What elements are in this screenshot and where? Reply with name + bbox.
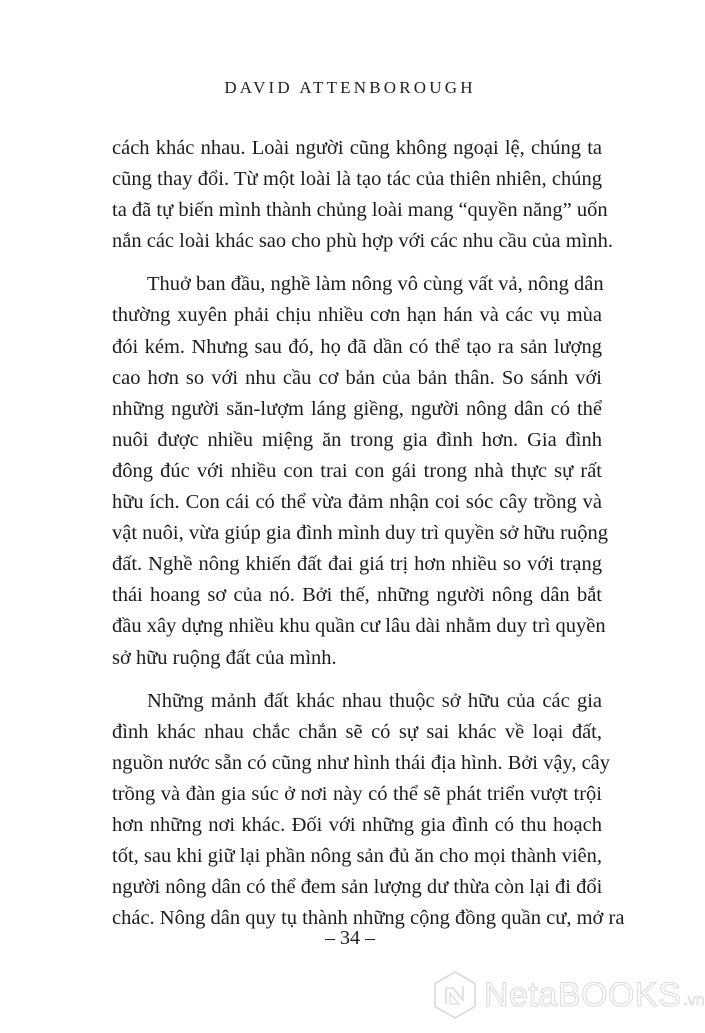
watermark-suffix: .vn [683,992,705,1009]
text-line: những người săn-lượm láng giềng, người nông dân có thể [112,397,602,420]
text-line: Thuở ban đầu, nghề làm nông vô cùng vất vả, nông dân [147,273,604,296]
text-line: nắn các loài khác sao cho phù hợp với các nhu cầu của mình. [112,230,613,253]
text-line: đông đúc với nhiều con trai con gái trong nhà thực sự rất [112,459,602,482]
body-text [112,133,625,946]
text-line: đất. Nghề nông khiến đất đai giá trị hơn nhiều so với trạng [112,553,602,576]
text-line: trồng và đàn gia súc ở nơi này có thể sẽ phát triển vượt trội [112,782,602,805]
netabooks-hexagon-logo-icon [432,970,478,1020]
running-head: DAVID ATTENBOROUGH [224,78,476,97]
text-line: thái hoang sơ của nó. Bởi thế, những người nông dân bắt [112,584,602,607]
page-number: – 34 – [325,927,375,949]
text-line: đầu xây dựng nhiều khu quần cư lâu dài nhằm duy trì quyền [112,615,606,638]
text-line: tốt, sau khi giữ lại phần nông sản đủ ăn cho mọi thành viên, [112,845,602,868]
paragraph-1 [112,133,613,257]
text-line: đói kém. Nhưng sau đó, họ đã dần có thể tạo ra sản lượng [112,335,602,358]
text-line: người nông dân có thể đem sản lượng dư thừa còn lại đi đổi [112,876,603,899]
paragraph-2 [112,269,608,673]
watermark-brand: NetaBOOKS [484,975,682,1014]
text-line: Những mảnh đất khác nhau thuộc sở hữu của các gia [147,689,602,712]
text-line: nguồn nước sẵn có cũng như hình thái địa hình. Bởi vậy, cây [112,751,611,774]
text-line: đình khác nhau chắc chắn sẽ có sự sai khác về loại đất, [112,720,602,743]
text-line: sở hữu ruộng đất của mình. [112,646,337,669]
text-line: ta đã tự biến mình thành chủng loài mang “quyền năng” uốn [112,199,608,222]
text-line: chác. Nông dân quy tụ thành những cộng đồng quần cư, mở ra [112,907,625,930]
text-line: cách khác nhau. Loài người cũng không ngoại lệ, chúng ta [112,137,602,159]
text-line: nuôi được nhiều miệng ăn trong gia đình hơn. Gia đình [112,428,602,451]
text-line: hơn những nơi khác. Đối với những gia đình có thu hoạch [112,813,602,836]
watermark [432,970,705,1020]
text-line: thường xuyên phải chịu nhiều cơn hạn hán và các vụ mùa [112,304,602,327]
text-line: cũng thay đổi. Từ một loài là tạo tác của thiên nhiên, chúng [112,168,602,191]
paragraph-3 [112,686,625,935]
text-line: cao hơn so với nhu cầu cơ bản của bản thân. So sánh với [112,366,602,389]
text-line: hữu ích. Con cái có thể vừa đảm nhận coi sóc cây trồng và [112,491,602,514]
text-line: vật nuôi, vừa giúp gia đình mình duy trì quyền sở hữu ruộng [112,522,608,545]
